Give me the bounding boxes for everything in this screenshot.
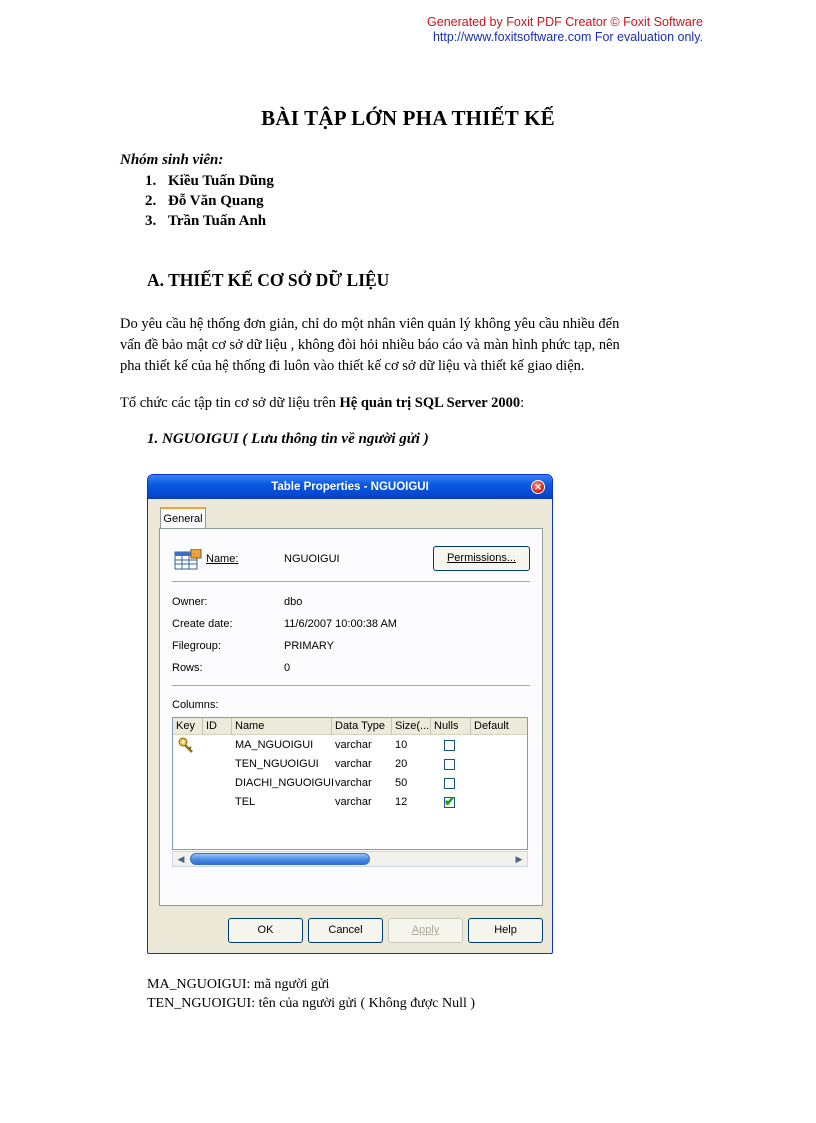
scroll-left-icon[interactable]: ◀	[177, 854, 185, 864]
subsection-heading: 1. NGUOIGUI ( Lưu thông tin về người gửi )	[147, 431, 429, 447]
cell-name: TEN_NGUOIGUI	[235, 758, 319, 770]
scroll-right-icon[interactable]: ▶	[515, 854, 523, 864]
cell-name: MA_NGUOIGUI	[235, 739, 314, 751]
member-list	[145, 171, 274, 231]
filegroup-value: PRIMARY	[284, 640, 334, 652]
scroll-thumb[interactable]	[190, 853, 370, 865]
group-label: Nhóm sinh viên:	[120, 152, 224, 168]
col-header-default[interactable]: Default	[474, 720, 509, 732]
table-row[interactable]	[173, 736, 527, 755]
dialog-title: Table Properties - NGUOIGUI	[271, 481, 429, 493]
col-header-id[interactable]: ID	[203, 718, 232, 735]
cell-name: TEL	[235, 796, 256, 808]
name-value: NGUOIGUI	[284, 553, 340, 565]
table-icon	[174, 549, 202, 571]
col-header-data-type[interactable]: Data Type	[332, 718, 392, 735]
grid-header	[173, 718, 527, 735]
rows-label: Rows:	[172, 662, 203, 674]
apply-button[interactable]: Apply	[388, 918, 463, 943]
organization-paragraph: Tổ chức các tập tin cơ sở dữ liệu trên Hệ quản trị SQL Server 2000:	[120, 395, 525, 411]
owner-value: dbo	[284, 596, 303, 608]
separator	[172, 581, 530, 583]
dialog-titlebar	[148, 475, 552, 499]
col-header-key[interactable]: Key	[173, 718, 203, 735]
filegroup-label: Filegroup:	[172, 640, 221, 652]
rows-value: 0	[284, 662, 291, 674]
description-line: TEN_NGUOIGUI: tên của người gửi ( Không được Null )	[147, 996, 476, 1011]
name-label: Name:	[206, 553, 239, 565]
watermark-line-1: Generated by Foxit PDF Creator © Foxit Software	[427, 15, 703, 29]
cell-name: DIACHI_NGUOIGUI	[235, 777, 335, 789]
columns-grid[interactable]	[172, 717, 528, 850]
col-header-size[interactable]: Size(...	[392, 718, 431, 735]
nulls-checkbox[interactable]	[444, 778, 455, 789]
cell-type: varchar	[335, 758, 372, 770]
cell-size: 50	[395, 777, 408, 789]
ok-button[interactable]: OK	[228, 918, 303, 943]
horizontal-scrollbar[interactable]	[172, 851, 528, 867]
cell-size: 20	[395, 758, 408, 770]
nulls-checkbox[interactable]	[444, 759, 455, 770]
create-date-value: 11/6/2007 10:00:38 AM	[284, 618, 397, 630]
table-row[interactable]	[173, 774, 527, 793]
paragraph-line: vấn đề bảo mật cơ sở dữ liệu , không đòi hỏi nhiều báo cáo và màn hình phức tạp, nên	[120, 337, 620, 353]
member-item: 3. Trần Tuấn Anh	[145, 213, 267, 229]
paragraph-line: Do yêu cầu hệ thống đơn giản, chỉ do một nhân viên quản lý không yêu cầu nhiều đến	[120, 316, 620, 332]
columns-label: Columns:	[172, 699, 219, 711]
member-name: Kiều Tuấn Dũng	[168, 173, 274, 189]
cell-type: varchar	[335, 796, 372, 808]
member-name: Đỗ Văn Quang	[168, 193, 264, 209]
document-title: BÀI TẬP LỚN PHA THIẾT KẾ	[261, 106, 555, 130]
table-properties-dialog	[147, 474, 553, 954]
nulls-checkbox-checked[interactable]	[444, 797, 455, 808]
dbms-name: Hệ quản trị SQL Server 2000	[339, 395, 521, 411]
cell-type: varchar	[335, 777, 372, 789]
cell-size: 12	[395, 796, 408, 808]
watermark-line-2: http://www.foxitsoftware.com For evaluation only.	[432, 30, 703, 44]
member-item: 2. Đỗ Văn Quang	[145, 193, 264, 209]
close-icon[interactable]: ✕	[531, 480, 545, 494]
foxit-watermark	[400, 15, 703, 45]
permissions-button[interactable]: Permissions...	[433, 546, 530, 571]
table-row[interactable]	[173, 755, 527, 774]
help-button[interactable]: Help	[468, 918, 543, 943]
paragraph-line: pha thiết kế của hệ thống đi luôn vào thiết kế cơ sở dữ liệu và thiết kế giao diện.	[120, 358, 585, 374]
member-name: Trần Tuấn Anh	[168, 213, 267, 229]
owner-label: Owner:	[172, 596, 208, 608]
general-panel	[159, 528, 543, 906]
tab-general[interactable]: General	[160, 507, 206, 529]
member-item: 1. Kiều Tuấn Dũng	[145, 173, 274, 189]
cancel-button[interactable]: Cancel	[308, 918, 383, 943]
create-date-label: Create date:	[172, 618, 233, 630]
intro-paragraph	[120, 314, 680, 377]
cell-type: varchar	[335, 739, 372, 751]
primary-key-icon	[177, 737, 195, 753]
cell-size: 10	[395, 739, 408, 751]
nulls-checkbox[interactable]	[444, 740, 455, 751]
description-line: MA_NGUOIGUI: mã người gửi	[147, 977, 330, 992]
section-a-heading: A. THIẾT KẾ CƠ SỞ DỮ LIỆU	[147, 270, 390, 290]
separator	[172, 685, 530, 687]
col-header-nulls[interactable]: Nulls	[431, 718, 471, 735]
table-row[interactable]	[173, 793, 527, 812]
col-header-name[interactable]: Name	[232, 718, 332, 735]
